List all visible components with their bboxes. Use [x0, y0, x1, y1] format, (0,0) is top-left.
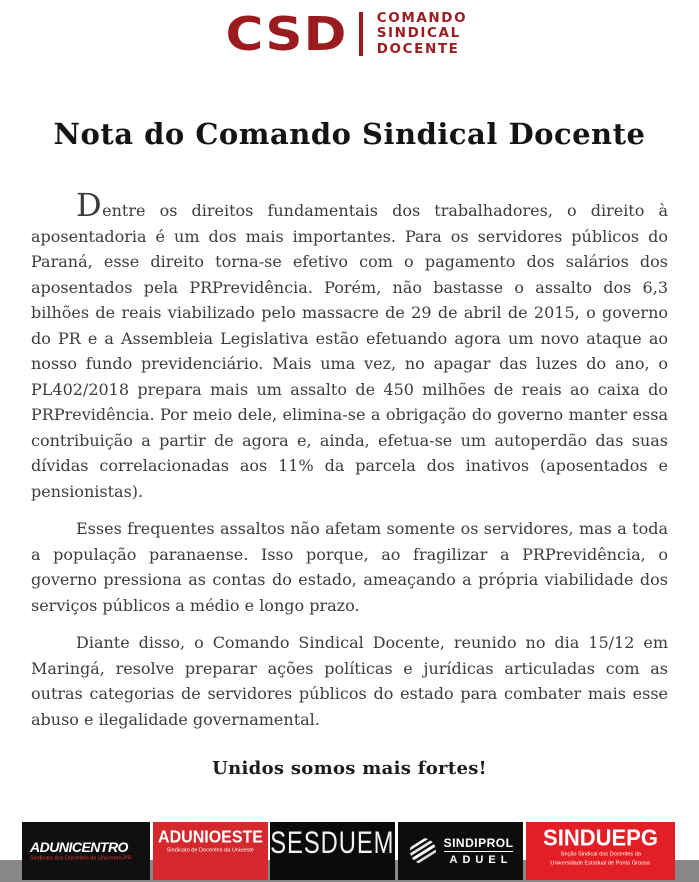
paragraph-3: Diante disso, o Comando Sindical Docente, reunido no dia 15/12 em Maringá, resolve preparar ações políticas e jurídicas articuladas com as outras categorias de servidores públicos do estado para combater mais esse abuso e ilegalidade governamental.	[31, 633, 668, 729]
slogan-text: Unidos somos mais fortes!	[212, 758, 487, 779]
logo-sinduepg-subtext-line2: Universidade Estadual de Ponta Grossa	[550, 859, 651, 866]
document-body	[0, 186, 699, 779]
logo-aduel-name: ADUEL	[449, 853, 513, 866]
logo-sindiprol-name: SINDIPROL	[443, 835, 514, 850]
csd-logo-word-docente: DOCENTE	[376, 40, 460, 57]
logo-sindiprol-aduel	[398, 822, 523, 880]
dropcap-initial: D	[76, 186, 103, 224]
logo-adunioeste-name: ADUNIOESTE	[158, 828, 263, 847]
csd-logo	[0, 0, 699, 60]
csd-logo-wordmark	[377, 11, 467, 58]
csd-logo-acronym: CSD	[225, 7, 348, 61]
logo-sinduepg-name: SINDUEPG	[543, 824, 658, 851]
logo-sinduepg	[526, 822, 675, 880]
paragraph-1-text: entre os direitos fundamentais dos trabalhadores, o direito à aposentadoria é um dos mais importantes. Para os servidores públicos do Paraná, esse direito torna-se efetivo com o pagamento dos salários dos aposentados pela PRPrevidência. Porém, não bastasse o assalto dos 6,3 bilhões de reais viabilizado pelo massacre de 29 de abril de 2015, o governo do PR e a Assembleia Legislativa estão efetuando agora um novo ataque ao nosso fundo previdenciário. Mais uma vez, no apagar das luzes do ano, o PL402/2018 prepara mais um assalto de 450 milhões de reais ao caixa do PRPrevidência. Por meio dele, elimina-se a obrigação do governo manter essa contribuição a partir de agora e, ainda, efetua-se um autoperdão das suas dívidas correlacionadas aos 11% da parcela dos inativos (aposentados e pensionistas).	[31, 201, 668, 501]
paragraph-1	[31, 186, 668, 504]
csd-logo-divider-bar	[359, 12, 363, 56]
logo-adunicentro-subtext: Sindicato dos Docentes da Unicentro-PR	[30, 853, 132, 861]
logo-sesduem-name: SESDUEM	[270, 825, 395, 861]
logo-sesduem	[270, 822, 395, 880]
footer-logo-strip	[0, 822, 699, 882]
csd-logo-word-sindical: SINDICAL	[376, 25, 461, 42]
paragraph-2: Esses frequentes assaltos não afetam somente os servidores, mas a toda a população paranaense. Isso porque, ao fragilizar a PRPrevidência, o governo pressiona as contas do estado, ameaçando a própria viabilidade dos serviços públicos a médio e longo prazo.	[31, 519, 668, 615]
sindiprol-emblem-icon	[408, 836, 438, 866]
page-title: Nota do Comando Sindical Docente	[53, 117, 646, 151]
logo-sinduepg-subtext-line1: Seção Sindical dos Docentes da	[560, 850, 641, 857]
csd-logo-word-comando: COMANDO	[376, 9, 468, 26]
logo-adunicentro-name: ADUNICENTRO	[30, 838, 128, 855]
sindiprol-divider-rule	[444, 851, 514, 852]
logo-adunioeste	[153, 822, 268, 880]
logo-adunicentro	[22, 822, 150, 880]
logo-adunioeste-subtext: Sindicato de Docentes da Unioeste	[166, 846, 255, 853]
